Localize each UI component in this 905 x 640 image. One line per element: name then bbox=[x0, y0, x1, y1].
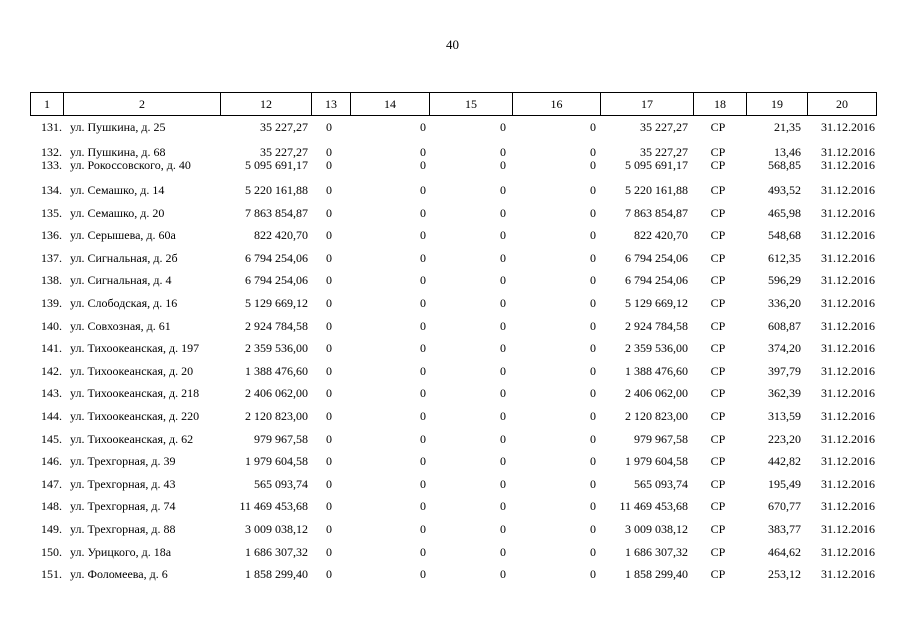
value-cell: 0 bbox=[420, 431, 426, 446]
address-cell: ул. Трехгорная, д. 74 bbox=[70, 499, 176, 514]
date-cell: 31.12.2016 bbox=[821, 408, 875, 423]
value-cell: 0 bbox=[326, 454, 332, 469]
value-cell: 0 bbox=[326, 295, 332, 310]
value-cell: 0 bbox=[500, 158, 506, 172]
value-cell: 13,46 bbox=[774, 145, 801, 159]
date-cell: 31.12.2016 bbox=[821, 431, 875, 446]
value-cell: 0 bbox=[420, 120, 426, 134]
amount-cell: 6 794 254,06 bbox=[625, 250, 688, 265]
amount-cell: 2 406 062,00 bbox=[245, 386, 308, 401]
value-cell: 0 bbox=[590, 318, 596, 333]
column-header: 1 bbox=[31, 93, 64, 116]
value-cell: 0 bbox=[500, 318, 506, 333]
row-number: 144. bbox=[41, 408, 62, 423]
address-cell: ул. Урицкого, д. 18а bbox=[70, 544, 172, 559]
value-cell: 0 bbox=[326, 567, 332, 582]
amount-cell: 6 794 254,06 bbox=[625, 273, 688, 288]
amount-cell: 565 093,74 bbox=[254, 476, 308, 491]
date-cell: 31.12.2016 bbox=[821, 544, 875, 559]
row-number: 142. bbox=[41, 363, 62, 378]
address-cell: ул. Пушкина, д. 25 bbox=[70, 120, 166, 134]
address-cell: ул. Тихоокеанская, д. 197 bbox=[70, 341, 200, 356]
amount-cell: 822 420,70 bbox=[254, 228, 308, 243]
code-cell: СР bbox=[710, 363, 726, 378]
row-number: 139. bbox=[41, 295, 62, 310]
column-header: 14 bbox=[351, 93, 430, 116]
address-cell: ул. Семашко, д. 14 bbox=[70, 183, 165, 197]
table-row bbox=[30, 473, 876, 496]
address-cell: ул. Тихоокеанская, д. 62 bbox=[70, 431, 194, 446]
value-cell: 442,82 bbox=[768, 454, 801, 469]
value-cell: 0 bbox=[590, 476, 596, 491]
amount-cell: 565 093,74 bbox=[634, 476, 688, 491]
value-cell: 548,68 bbox=[768, 228, 801, 243]
code-cell: СР bbox=[710, 499, 726, 514]
value-cell: 0 bbox=[420, 544, 426, 559]
table-row bbox=[30, 224, 876, 247]
value-cell: 0 bbox=[590, 454, 596, 469]
value-cell: 0 bbox=[590, 341, 596, 356]
value-cell: 0 bbox=[590, 499, 596, 514]
code-cell: СР bbox=[710, 145, 726, 159]
value-cell: 0 bbox=[500, 228, 506, 243]
value-cell: 397,79 bbox=[768, 363, 801, 378]
value-cell: 0 bbox=[326, 273, 332, 288]
amount-cell: 2 406 062,00 bbox=[625, 386, 688, 401]
value-cell: 0 bbox=[500, 476, 506, 491]
table-row bbox=[30, 428, 876, 451]
value-cell: 374,20 bbox=[768, 341, 801, 356]
amount-cell: 2 359 536,00 bbox=[245, 341, 308, 356]
date-cell: 31.12.2016 bbox=[821, 521, 875, 536]
date-cell: 31.12.2016 bbox=[821, 476, 875, 491]
value-cell: 0 bbox=[420, 250, 426, 265]
date-cell: 31.12.2016 bbox=[821, 250, 875, 265]
value-cell: 0 bbox=[590, 431, 596, 446]
code-cell: СР bbox=[710, 295, 726, 310]
value-cell: 0 bbox=[420, 363, 426, 378]
amount-cell: 2 359 536,00 bbox=[625, 341, 688, 356]
amount-cell: 6 794 254,06 bbox=[245, 273, 308, 288]
value-cell: 464,62 bbox=[768, 544, 801, 559]
row-number: 136. bbox=[41, 228, 62, 243]
amount-cell: 11 469 453,68 bbox=[619, 499, 688, 514]
value-cell: 223,20 bbox=[768, 431, 801, 446]
table-row bbox=[30, 495, 876, 518]
amount-cell: 5 220 161,88 bbox=[625, 183, 688, 197]
date-cell: 31.12.2016 bbox=[821, 386, 875, 401]
column-header: 20 bbox=[808, 93, 877, 116]
code-cell: СР bbox=[710, 205, 726, 220]
row-number: 145. bbox=[41, 431, 62, 446]
amount-cell: 35 227,27 bbox=[260, 145, 308, 159]
amount-cell: 3 009 038,12 bbox=[625, 521, 688, 536]
amount-cell: 5 095 691,17 bbox=[245, 158, 308, 172]
code-cell: СР bbox=[710, 431, 726, 446]
code-cell: СР bbox=[710, 228, 726, 243]
amount-cell: 1 388 476,60 bbox=[245, 363, 308, 378]
address-cell: ул. Совхозная, д. 61 bbox=[70, 318, 171, 333]
date-cell: 31.12.2016 bbox=[821, 567, 875, 582]
column-header: 2 bbox=[64, 93, 221, 116]
column-header: 16 bbox=[513, 93, 601, 116]
amount-cell: 2 120 823,00 bbox=[625, 408, 688, 423]
value-cell: 0 bbox=[590, 183, 596, 197]
value-cell: 0 bbox=[420, 295, 426, 310]
row-number: 132. bbox=[41, 145, 62, 159]
value-cell: 0 bbox=[326, 183, 332, 197]
amount-cell: 3 009 038,12 bbox=[245, 521, 308, 536]
value-cell: 0 bbox=[500, 205, 506, 220]
code-cell: СР bbox=[710, 318, 726, 333]
amount-cell: 2 924 784,58 bbox=[625, 318, 688, 333]
date-cell: 31.12.2016 bbox=[821, 158, 875, 172]
row-number: 131. bbox=[41, 120, 62, 134]
table-row bbox=[30, 541, 876, 564]
code-cell: СР bbox=[710, 183, 726, 197]
address-cell: ул. Тихоокеанская, д. 20 bbox=[70, 363, 194, 378]
table-row bbox=[30, 360, 876, 383]
code-cell: СР bbox=[710, 408, 726, 423]
value-cell: 0 bbox=[590, 567, 596, 582]
amount-cell: 35 227,27 bbox=[640, 145, 688, 159]
amount-cell: 1 686 307,32 bbox=[245, 544, 308, 559]
date-cell: 31.12.2016 bbox=[821, 205, 875, 220]
value-cell: 0 bbox=[590, 273, 596, 288]
value-cell: 0 bbox=[420, 158, 426, 172]
value-cell: 0 bbox=[420, 386, 426, 401]
value-cell: 0 bbox=[326, 499, 332, 514]
table-row bbox=[30, 337, 876, 360]
value-cell: 383,77 bbox=[768, 521, 801, 536]
row-number: 138. bbox=[41, 273, 62, 288]
table-body bbox=[30, 117, 876, 586]
code-cell: СР bbox=[710, 454, 726, 469]
date-cell: 31.12.2016 bbox=[821, 183, 875, 197]
row-number: 140. bbox=[41, 318, 62, 333]
value-cell: 0 bbox=[590, 544, 596, 559]
value-cell: 0 bbox=[500, 431, 506, 446]
value-cell: 0 bbox=[326, 544, 332, 559]
table-row bbox=[30, 157, 876, 179]
amount-cell: 1 979 604,58 bbox=[245, 454, 308, 469]
code-cell: СР bbox=[710, 386, 726, 401]
column-header: 12 bbox=[221, 93, 312, 116]
value-cell: 0 bbox=[590, 120, 596, 134]
code-cell: СР bbox=[710, 521, 726, 536]
address-cell: ул. Рокоссовского, д. 40 bbox=[70, 158, 191, 172]
column-header: 13 bbox=[312, 93, 351, 116]
value-cell: 0 bbox=[326, 341, 332, 356]
value-cell: 195,49 bbox=[768, 476, 801, 491]
value-cell: 0 bbox=[500, 145, 506, 159]
column-header: 18 bbox=[694, 93, 747, 116]
amount-cell: 1 979 604,58 bbox=[625, 454, 688, 469]
value-cell: 0 bbox=[420, 476, 426, 491]
row-number: 133. bbox=[41, 158, 62, 172]
amount-cell: 979 967,58 bbox=[634, 431, 688, 446]
value-cell: 362,39 bbox=[768, 386, 801, 401]
row-number: 147. bbox=[41, 476, 62, 491]
value-cell: 0 bbox=[500, 499, 506, 514]
table-row bbox=[30, 202, 876, 225]
value-cell: 0 bbox=[590, 521, 596, 536]
value-cell: 0 bbox=[590, 205, 596, 220]
value-cell: 0 bbox=[420, 273, 426, 288]
table-row bbox=[30, 382, 876, 405]
value-cell: 0 bbox=[590, 250, 596, 265]
amount-cell: 1 388 476,60 bbox=[625, 363, 688, 378]
table-row bbox=[30, 450, 876, 473]
row-number: 146. bbox=[41, 454, 62, 469]
value-cell: 0 bbox=[326, 120, 332, 134]
value-cell: 0 bbox=[326, 145, 332, 159]
value-cell: 0 bbox=[590, 158, 596, 172]
date-cell: 31.12.2016 bbox=[821, 295, 875, 310]
table-row bbox=[30, 139, 876, 157]
amount-cell: 5 129 669,12 bbox=[625, 295, 688, 310]
row-number: 149. bbox=[41, 521, 62, 536]
code-cell: СР bbox=[710, 250, 726, 265]
code-cell: СР bbox=[710, 158, 726, 172]
row-number: 134. bbox=[41, 183, 62, 197]
value-cell: 0 bbox=[326, 363, 332, 378]
amount-cell: 6 794 254,06 bbox=[245, 250, 308, 265]
value-cell: 0 bbox=[326, 386, 332, 401]
value-cell: 568,85 bbox=[768, 158, 801, 172]
address-cell: ул. Серышева, д. 60а bbox=[70, 228, 176, 243]
value-cell: 0 bbox=[420, 454, 426, 469]
column-header-table bbox=[30, 92, 877, 116]
value-cell: 0 bbox=[420, 145, 426, 159]
value-cell: 21,35 bbox=[774, 120, 801, 134]
value-cell: 465,98 bbox=[768, 205, 801, 220]
date-cell: 31.12.2016 bbox=[821, 228, 875, 243]
value-cell: 0 bbox=[420, 341, 426, 356]
amount-cell: 5 220 161,88 bbox=[245, 183, 308, 197]
value-cell: 0 bbox=[590, 145, 596, 159]
page-number: 40 bbox=[446, 37, 459, 52]
value-cell: 253,12 bbox=[768, 567, 801, 582]
value-cell: 0 bbox=[590, 228, 596, 243]
row-number: 135. bbox=[41, 205, 62, 220]
value-cell: 0 bbox=[590, 386, 596, 401]
address-cell: ул. Сигнальная, д. 4 bbox=[70, 273, 172, 288]
table-row bbox=[30, 315, 876, 338]
amount-cell: 5 095 691,17 bbox=[625, 158, 688, 172]
amount-cell: 35 227,27 bbox=[640, 120, 688, 134]
amount-cell: 2 120 823,00 bbox=[245, 408, 308, 423]
table-row bbox=[30, 518, 876, 541]
value-cell: 612,35 bbox=[768, 250, 801, 265]
table-row bbox=[30, 563, 876, 586]
value-cell: 0 bbox=[500, 567, 506, 582]
row-number: 148. bbox=[41, 499, 62, 514]
value-cell: 0 bbox=[420, 205, 426, 220]
value-cell: 0 bbox=[500, 295, 506, 310]
amount-cell: 1 858 299,40 bbox=[625, 567, 688, 582]
row-number: 141. bbox=[41, 341, 62, 356]
row-number: 151. bbox=[41, 567, 62, 582]
value-cell: 0 bbox=[326, 158, 332, 172]
value-cell: 670,77 bbox=[768, 499, 801, 514]
value-cell: 0 bbox=[420, 318, 426, 333]
row-number: 143. bbox=[41, 386, 62, 401]
table-row bbox=[30, 292, 876, 315]
address-cell: ул. Пушкина, д. 68 bbox=[70, 145, 166, 159]
amount-cell: 35 227,27 bbox=[260, 120, 308, 134]
amount-cell: 7 863 854,87 bbox=[625, 205, 688, 220]
amount-cell: 1 686 307,32 bbox=[625, 544, 688, 559]
amount-cell: 7 863 854,87 bbox=[245, 205, 308, 220]
value-cell: 313,59 bbox=[768, 408, 801, 423]
table-row bbox=[30, 117, 876, 139]
value-cell: 0 bbox=[326, 521, 332, 536]
address-cell: ул. Тихоокеанская, д. 218 bbox=[70, 386, 200, 401]
table-row bbox=[30, 405, 876, 428]
value-cell: 608,87 bbox=[768, 318, 801, 333]
address-cell: ул. Тихоокеанская, д. 220 bbox=[70, 408, 200, 423]
column-header-row bbox=[31, 93, 877, 116]
value-cell: 0 bbox=[420, 521, 426, 536]
code-cell: СР bbox=[710, 273, 726, 288]
value-cell: 0 bbox=[500, 183, 506, 197]
date-cell: 31.12.2016 bbox=[821, 341, 875, 356]
address-cell: ул. Фоломеева, д. 6 bbox=[70, 567, 168, 582]
row-number: 137. bbox=[41, 250, 62, 265]
value-cell: 0 bbox=[420, 499, 426, 514]
value-cell: 0 bbox=[326, 205, 332, 220]
date-cell: 31.12.2016 bbox=[821, 454, 875, 469]
value-cell: 0 bbox=[500, 120, 506, 134]
value-cell: 0 bbox=[420, 408, 426, 423]
value-cell: 336,20 bbox=[768, 295, 801, 310]
value-cell: 0 bbox=[590, 295, 596, 310]
value-cell: 0 bbox=[420, 183, 426, 197]
address-cell: ул. Трехгорная, д. 88 bbox=[70, 521, 176, 536]
value-cell: 0 bbox=[500, 408, 506, 423]
amount-cell: 1 858 299,40 bbox=[245, 567, 308, 582]
table-row bbox=[30, 179, 876, 202]
value-cell: 0 bbox=[500, 544, 506, 559]
code-cell: СР bbox=[710, 476, 726, 491]
row-number: 150. bbox=[41, 544, 62, 559]
value-cell: 0 bbox=[500, 521, 506, 536]
address-cell: ул. Трехгорная, д. 39 bbox=[70, 454, 176, 469]
code-cell: СР bbox=[710, 120, 726, 134]
address-cell: ул. Сигнальная, д. 2б bbox=[70, 250, 178, 265]
value-cell: 596,29 bbox=[768, 273, 801, 288]
code-cell: СР bbox=[710, 544, 726, 559]
value-cell: 0 bbox=[326, 431, 332, 446]
value-cell: 0 bbox=[500, 341, 506, 356]
value-cell: 0 bbox=[500, 363, 506, 378]
address-cell: ул. Слободская, д. 16 bbox=[70, 295, 178, 310]
amount-cell: 5 129 669,12 bbox=[245, 295, 308, 310]
date-cell: 31.12.2016 bbox=[821, 120, 875, 134]
value-cell: 0 bbox=[326, 250, 332, 265]
address-cell: ул. Семашко, д. 20 bbox=[70, 205, 165, 220]
table-row bbox=[30, 269, 876, 292]
column-header: 15 bbox=[430, 93, 513, 116]
value-cell: 0 bbox=[420, 228, 426, 243]
value-cell: 0 bbox=[500, 386, 506, 401]
amount-cell: 822 420,70 bbox=[634, 228, 688, 243]
date-cell: 31.12.2016 bbox=[821, 273, 875, 288]
value-cell: 0 bbox=[500, 250, 506, 265]
value-cell: 0 bbox=[590, 408, 596, 423]
value-cell: 0 bbox=[326, 228, 332, 243]
date-cell: 31.12.2016 bbox=[821, 363, 875, 378]
value-cell: 0 bbox=[420, 567, 426, 582]
date-cell: 31.12.2016 bbox=[821, 499, 875, 514]
amount-cell: 2 924 784,58 bbox=[245, 318, 308, 333]
address-cell: ул. Трехгорная, д. 43 bbox=[70, 476, 176, 491]
date-cell: 31.12.2016 bbox=[821, 145, 875, 159]
value-cell: 0 bbox=[590, 363, 596, 378]
code-cell: СР bbox=[710, 341, 726, 356]
column-header: 19 bbox=[747, 93, 808, 116]
value-cell: 0 bbox=[326, 408, 332, 423]
amount-cell: 979 967,58 bbox=[254, 431, 308, 446]
date-cell: 31.12.2016 bbox=[821, 318, 875, 333]
amount-cell: 11 469 453,68 bbox=[239, 499, 308, 514]
value-cell: 0 bbox=[326, 318, 332, 333]
column-header: 17 bbox=[601, 93, 694, 116]
value-cell: 0 bbox=[500, 454, 506, 469]
table-row bbox=[30, 247, 876, 270]
value-cell: 0 bbox=[500, 273, 506, 288]
code-cell: СР bbox=[710, 567, 726, 582]
value-cell: 493,52 bbox=[768, 183, 801, 197]
value-cell: 0 bbox=[326, 476, 332, 491]
